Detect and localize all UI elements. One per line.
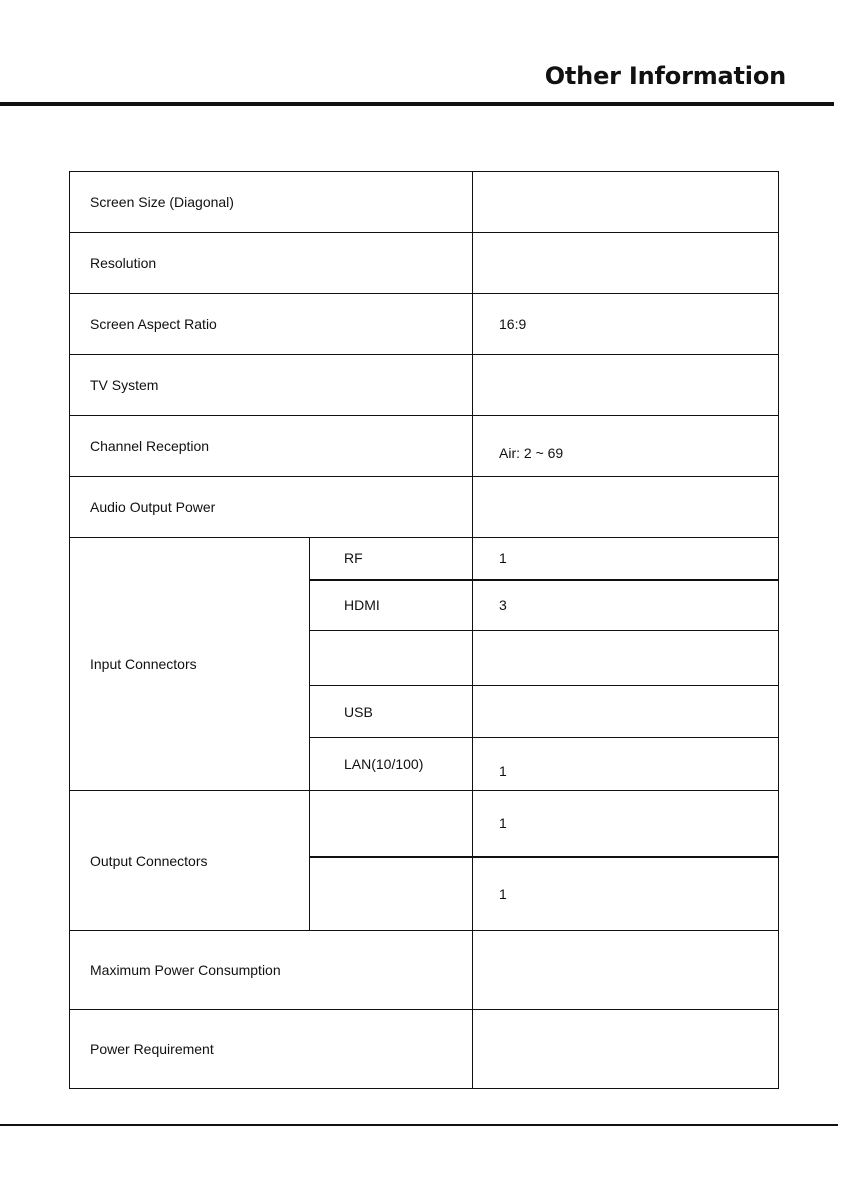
spec-label-resolution: Resolution — [70, 233, 473, 294]
spec-value-audio-output-power — [473, 477, 779, 538]
lan-value-text: 1 — [499, 763, 507, 779]
spec-label-input-connectors: Input Connectors — [70, 538, 310, 791]
table-row — [70, 477, 779, 538]
input-connector-name — [310, 631, 473, 686]
input-connector-name: USB — [310, 686, 473, 738]
input-connector-name: LAN(10/100) — [310, 738, 473, 791]
channel-reception-value-text: Air: 2 ~ 69 — [499, 445, 564, 461]
output-connector-name — [310, 791, 473, 857]
output-connector-name — [310, 857, 473, 931]
page-title: Other Information — [544, 62, 786, 90]
table-row — [70, 233, 779, 294]
input-connector-value — [473, 686, 779, 738]
spec-value-max-power-consumption — [473, 931, 779, 1010]
spec-label-channel-reception: Channel Reception — [70, 416, 473, 477]
spec-value-power-requirement — [473, 1010, 779, 1089]
table-row — [70, 791, 779, 857]
table-row — [70, 538, 779, 580]
input-connector-value — [473, 631, 779, 686]
table-row — [70, 172, 779, 233]
spec-value-aspect-ratio: 16:9 — [473, 294, 779, 355]
header-rule — [0, 102, 834, 106]
input-connector-name: RF — [310, 538, 473, 580]
spec-value-tv-system — [473, 355, 779, 416]
table-row — [70, 1010, 779, 1089]
table-row — [70, 416, 779, 477]
spec-value-channel-reception — [473, 416, 779, 477]
spec-label-power-requirement: Power Requirement — [70, 1010, 473, 1089]
spec-value-screen-size — [473, 172, 779, 233]
input-connector-value — [473, 738, 779, 791]
output-connector-value: 1 — [473, 791, 779, 857]
spec-label-screen-size: Screen Size (Diagonal) — [70, 172, 473, 233]
footer-rule — [0, 1124, 838, 1126]
input-connector-name: HDMI — [310, 580, 473, 631]
table-row — [70, 931, 779, 1010]
spec-label-audio-output-power: Audio Output Power — [70, 477, 473, 538]
specifications-table — [69, 171, 779, 1089]
output-connector-value: 1 — [473, 857, 779, 931]
spec-value-resolution — [473, 233, 779, 294]
input-connector-value: 3 — [473, 580, 779, 631]
spec-label-aspect-ratio: Screen Aspect Ratio — [70, 294, 473, 355]
spec-label-max-power-consumption: Maximum Power Consumption — [70, 931, 473, 1010]
spec-label-tv-system: TV System — [70, 355, 473, 416]
table-row — [70, 294, 779, 355]
input-connector-value: 1 — [473, 538, 779, 580]
table-row — [70, 355, 779, 416]
spec-label-output-connectors: Output Connectors — [70, 791, 310, 931]
